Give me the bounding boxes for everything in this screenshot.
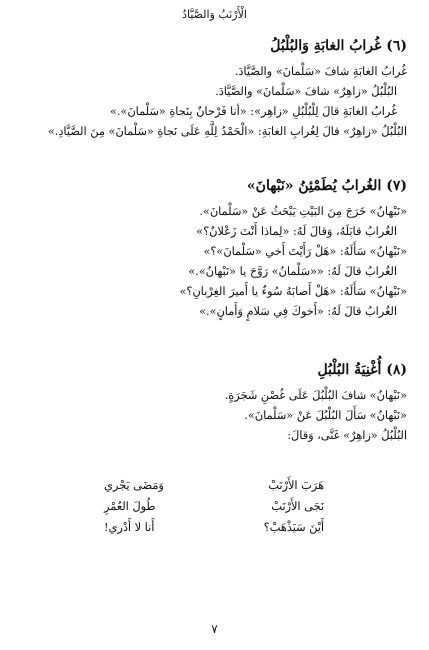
poem-hemistich: أَنا لا أَدْري!	[104, 521, 155, 534]
section-title: (٧) الغُرابُ يُطَمْئِنُ «نَبْهانَ»	[246, 178, 407, 194]
section-title: (٦) غُرابُ الغابَةِ وَالبُلْبُلُ	[270, 38, 407, 54]
poem-hemistich: أَيْنَ سَيَذْهَبْ؟	[263, 521, 324, 534]
paragraph-line: البُلْبُلُ «زاهِرٌ» قالَ لِغُرابِ الغابَةِ: «الْحَمْدُ لِلَّهِ عَلَى نَجاةِ «سَلْمانَ» مِنَ الصَّيَّادِ.»	[47, 125, 407, 138]
paragraph-line: «نَبْهانُ» شافَ البُلْبُلَ عَلَى غُصْنِ شَجَرَةٍ.	[224, 389, 407, 402]
section-title: (٨) أُغْنِيَةُ البُلْبُلِ	[317, 362, 407, 378]
paragraph-line: «نَبْهانُ» سَأَلَهُ: «هَلْ رَأَيْتَ أَخي «سَلْمانَ»؟»	[203, 245, 407, 258]
poem-hemistich: نَجَى الأَرْنَبْ	[271, 500, 324, 513]
paragraph-line: «نَبْهانُ» سَأَلَ البُلْبُلَ عَنْ «سَلْمانَ».	[244, 409, 407, 422]
paragraph-line: الغُرابُ قالَ لَهُ: «أَخوكَ فِي سَلامٍ وَأَمانٍ».»	[199, 305, 397, 318]
paragraph-line: الغُرابُ قالَ لَهُ: ««سَلْمانُ» رَوَّحَ يا «نَبْهانُ».»	[188, 265, 397, 278]
poem-verse	[104, 496, 324, 517]
page-number: ٧	[211, 622, 218, 636]
running-header: الْأَرْنَبُ وَالصَّيَّادُ	[182, 8, 247, 21]
paragraph-line: البُلْبُلُ «زاهِرٌ» غَنَّى، وَقالَ:	[287, 429, 407, 442]
paragraph-line: غُرابُ الغابَةِ شافَ «سَلْمانَ» والصَّيَّادَ.	[234, 65, 407, 78]
paragraph-line: «نَبْهانُ» سَأَلَهُ: «هَلْ أَصابَهُ سُوءٌ يا أَميرَ الغِرْبانِ؟»	[179, 285, 407, 298]
paragraph-line: الغُرابُ قابَلَهُ، وَقالَ لَهُ: «لِماذا أَنْتَ زَعْلانٌ؟»	[196, 225, 397, 238]
paragraph-line: غُرابُ الغابَةِ قالَ لِلْبُلْبُلِ «زاهِر»: «أنا فَرْحانٌ بِنَجاةِ «سَلْمانَ».»	[109, 105, 397, 118]
poem-hemistich: هَرَبَ الأَرْنَبْ	[268, 479, 324, 492]
section-8	[17, 362, 407, 446]
poem-verse	[104, 475, 324, 496]
poem-hemistich: طُولَ العُمْرِ	[104, 500, 156, 513]
section-6	[17, 38, 407, 142]
section-7	[17, 178, 407, 322]
poem	[104, 475, 324, 538]
paragraph-line: «نَبْهانُ» خَرَجَ مِنَ البَيْتِ يَبْحَثُ عَنْ «سَلْمانَ».	[199, 205, 407, 218]
paragraph-line: البُلْبُلُ «زاهِرٌ» شافَ «سَلْمانَ» والصَّيَّادَ.	[215, 85, 397, 98]
poem-verse	[104, 517, 324, 538]
poem-hemistich: وَمَضَى يَجْري	[104, 479, 164, 492]
